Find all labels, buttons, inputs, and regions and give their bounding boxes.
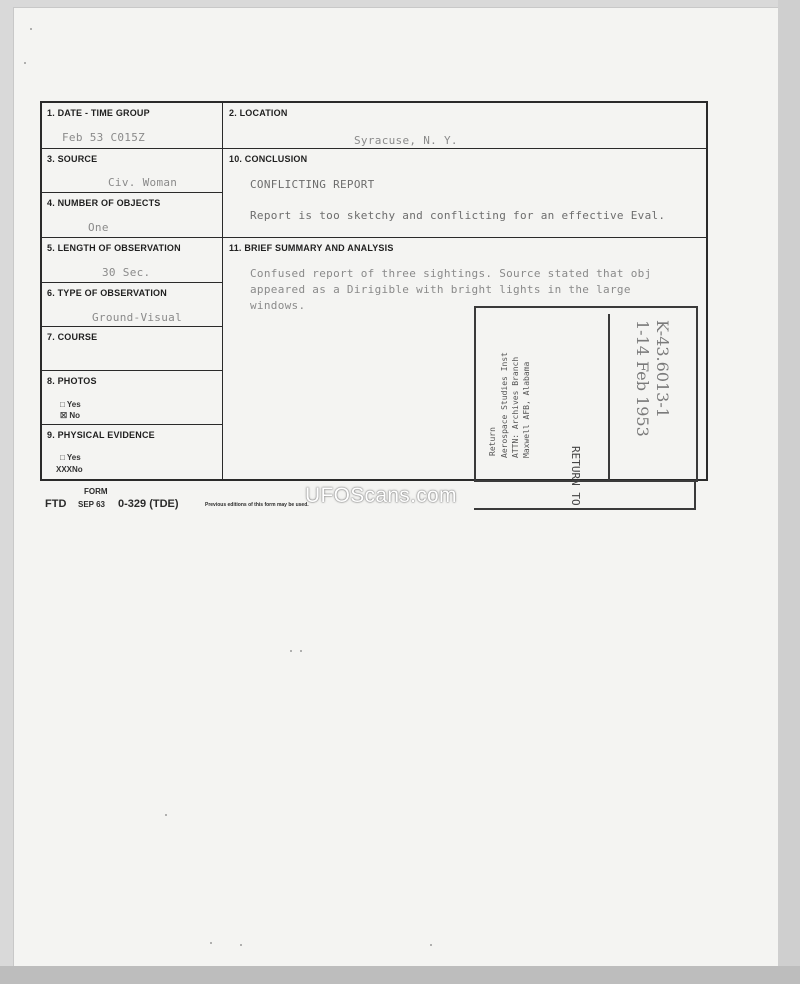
type-of-observation-label: 6. TYPE OF OBSERVATION	[47, 288, 167, 298]
physical-no-option: XXXNo	[56, 465, 83, 474]
length-of-observation-label: 5. LENGTH OF OBSERVATION	[47, 243, 181, 253]
date-time-label: 1. DATE - TIME GROUP	[47, 108, 150, 118]
source-label: 3. SOURCE	[47, 154, 98, 164]
dust-speck	[165, 814, 167, 816]
summary-line-1: Confused report of three sightings. Source stated that obj	[250, 267, 652, 280]
footer-date: SEP 63	[78, 500, 105, 509]
stamp-label-top: Return	[488, 427, 497, 456]
stamp-address-line-2: ATTN: Archives Branch	[511, 356, 520, 458]
photos-no-option: ☒ No	[60, 411, 81, 420]
stamp-return-to: RETURN TO	[569, 446, 582, 506]
conclusion-heading: CONFLICTING REPORT	[250, 178, 375, 191]
photos-label: 8. PHOTOS	[47, 376, 97, 386]
footer-form-word: FORM	[84, 487, 108, 496]
row-divider	[42, 192, 223, 193]
location-value: Syracuse, N. Y.	[354, 134, 458, 147]
number-of-objects-value: One	[88, 221, 109, 234]
dust-speck	[300, 650, 302, 652]
summary-line-3: windows.	[250, 299, 306, 312]
physical-evidence-label: 9. PHYSICAL EVIDENCE	[47, 430, 155, 440]
checkmark-icon: XXX	[56, 465, 73, 474]
page-bottom-shadow	[0, 966, 800, 984]
course-label: 7. COURSE	[47, 332, 98, 342]
stamp-shadow-edge	[474, 482, 696, 510]
handwritten-date-range: 1-14 Feb 1953	[633, 320, 652, 437]
location-label: 2. LOCATION	[229, 108, 288, 118]
stamp-address-line-1: Aerospace Studies Inst	[500, 352, 509, 458]
dust-speck	[240, 944, 242, 946]
length-of-observation-value: 30 Sec.	[102, 266, 151, 279]
row-divider	[42, 326, 223, 327]
watermark: UFOScans.com	[305, 484, 457, 507]
source-value: Civ. Woman	[108, 176, 178, 189]
dust-speck	[210, 942, 212, 944]
stamp-address-line-3: Maxwell AFB, Alabama	[522, 361, 531, 458]
conclusion-text: Report is too sketchy and conflicting for an effective Eval.	[250, 209, 666, 222]
dust-speck	[430, 944, 432, 946]
date-time-value: Feb 53 C015Z	[62, 131, 146, 144]
row-divider	[42, 424, 223, 425]
physical-yes-option: □ Yes	[60, 453, 81, 462]
dust-speck	[30, 28, 32, 30]
footer-previous-editions: Previous editions of this form may be used.	[205, 502, 309, 508]
row-divider	[42, 237, 706, 238]
column-divider	[222, 103, 223, 479]
conclusion-label: 10. CONCLUSION	[229, 154, 308, 164]
return-to-stamp	[474, 306, 698, 510]
footer-ftd: FTD	[45, 498, 67, 510]
row-divider	[42, 282, 223, 283]
summary-label: 11. BRIEF SUMMARY AND ANALYSIS	[229, 243, 394, 253]
summary-line-2: appeared as a Dirigible with bright lights in the large	[250, 283, 631, 296]
dust-speck	[290, 650, 292, 652]
number-of-objects-label: 4. NUMBER OF OBJECTS	[47, 198, 161, 208]
footer-form-number: 0-329 (TDE)	[118, 498, 179, 510]
dust-speck	[24, 62, 26, 64]
row-divider	[42, 370, 223, 371]
checkmark-icon: ☒	[60, 411, 70, 420]
handwritten-file-number: K-43.6013-1	[653, 320, 672, 418]
page-edge-shadow	[778, 0, 800, 984]
row-divider	[42, 148, 706, 149]
type-of-observation-value: Ground-Visual	[92, 311, 182, 324]
photos-yes-option: □ Yes	[60, 400, 81, 409]
